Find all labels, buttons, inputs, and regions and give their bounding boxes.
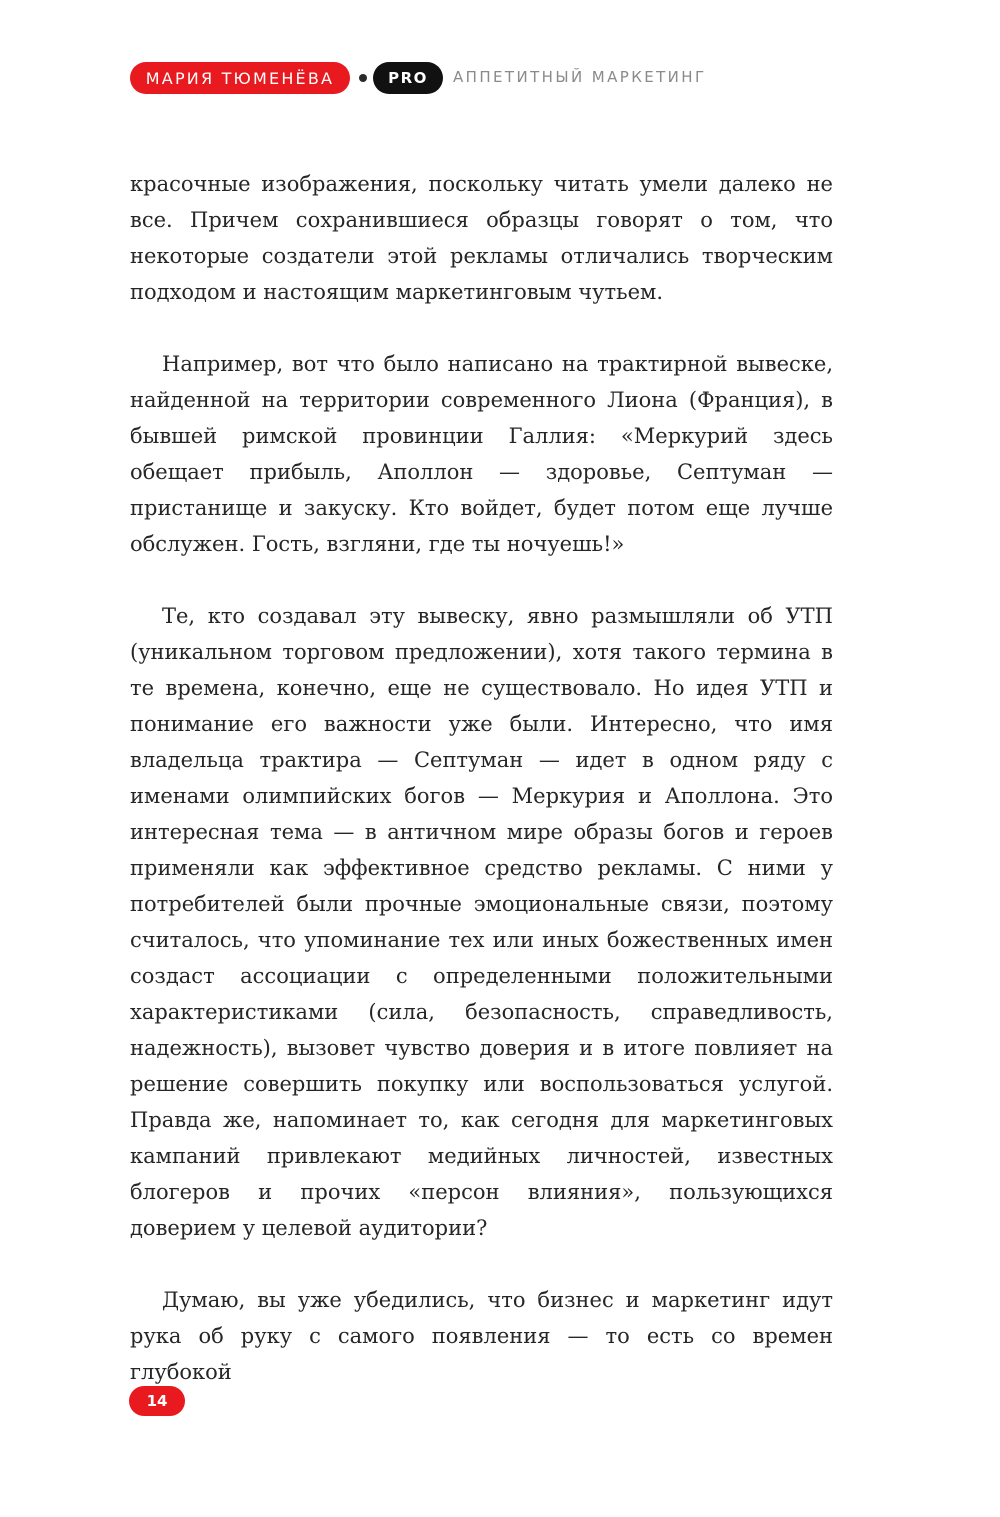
- page-number-badge: 14: [129, 1386, 185, 1416]
- separator-dot: [359, 74, 367, 82]
- paragraph-4: Думаю, вы уже убедились, что бизнес и маркетинг идут рука об руку с самого появления — то есть со времен глубокой: [130, 1288, 833, 1384]
- author-badge: МАРИЯ ТЮМЕНЁВА: [130, 62, 350, 94]
- pro-badge: PRO: [373, 62, 443, 94]
- paragraph-3: Те, кто создавал эту вывеску, явно размышляли об УТП (уникальном торговом предложении), хотя такого термина в те времена, конечно, еще не существовало. Но идея УТП и понимание его важности уже были. Интересно, что имя владельца трактира — Септуман — идет в одном ряду с именами олимпийских богов — Меркурия и Аполлона. Это интересная тема — в античном мире образы богов и героев применяли как эффективное средство рекламы. С ними у потребителей были прочные эмоциональные связи, поэтому считалось, что упоминание тех или иных божественных имен создаст ассоциации с определенными положительными характеристиками (сила, безопасность, справедливость, надежность), вызовет чувство доверия и в итоге повлияет на решение совершить покупку или воспользоваться услугой. Правда же, напоминает то, как сегодня для маркетинговых кампаний привлекают медийных личностей, известных блогеров и прочих «персон влияния», пользующихся доверием у целевой аудитории?: [130, 604, 833, 1240]
- series-title: АППЕТИТНЫЙ МАРКЕТИНГ: [453, 68, 707, 86]
- page-body: [130, 166, 833, 1426]
- paragraph-1: красочные изображения, поскольку читать умели далеко не все. Причем сохранившиеся образцы говорят о том, что некоторые создатели этой рекламы отличались творческим подходом и настоящим маркетинговым чутьем.: [130, 172, 833, 304]
- paragraph-2: Например, вот что было написано на трактирной вывеске, найденной на территории современного Лиона (Франция), в бывшей римской провинции Галлия: «Меркурий здесь обещает прибыль, Аполлон — здоровье, Септуман — пристанище и закуску. Кто войдет, будет потом еще лучше обслужен. Гость, взгляни, где ты ночуешь!»: [130, 352, 833, 556]
